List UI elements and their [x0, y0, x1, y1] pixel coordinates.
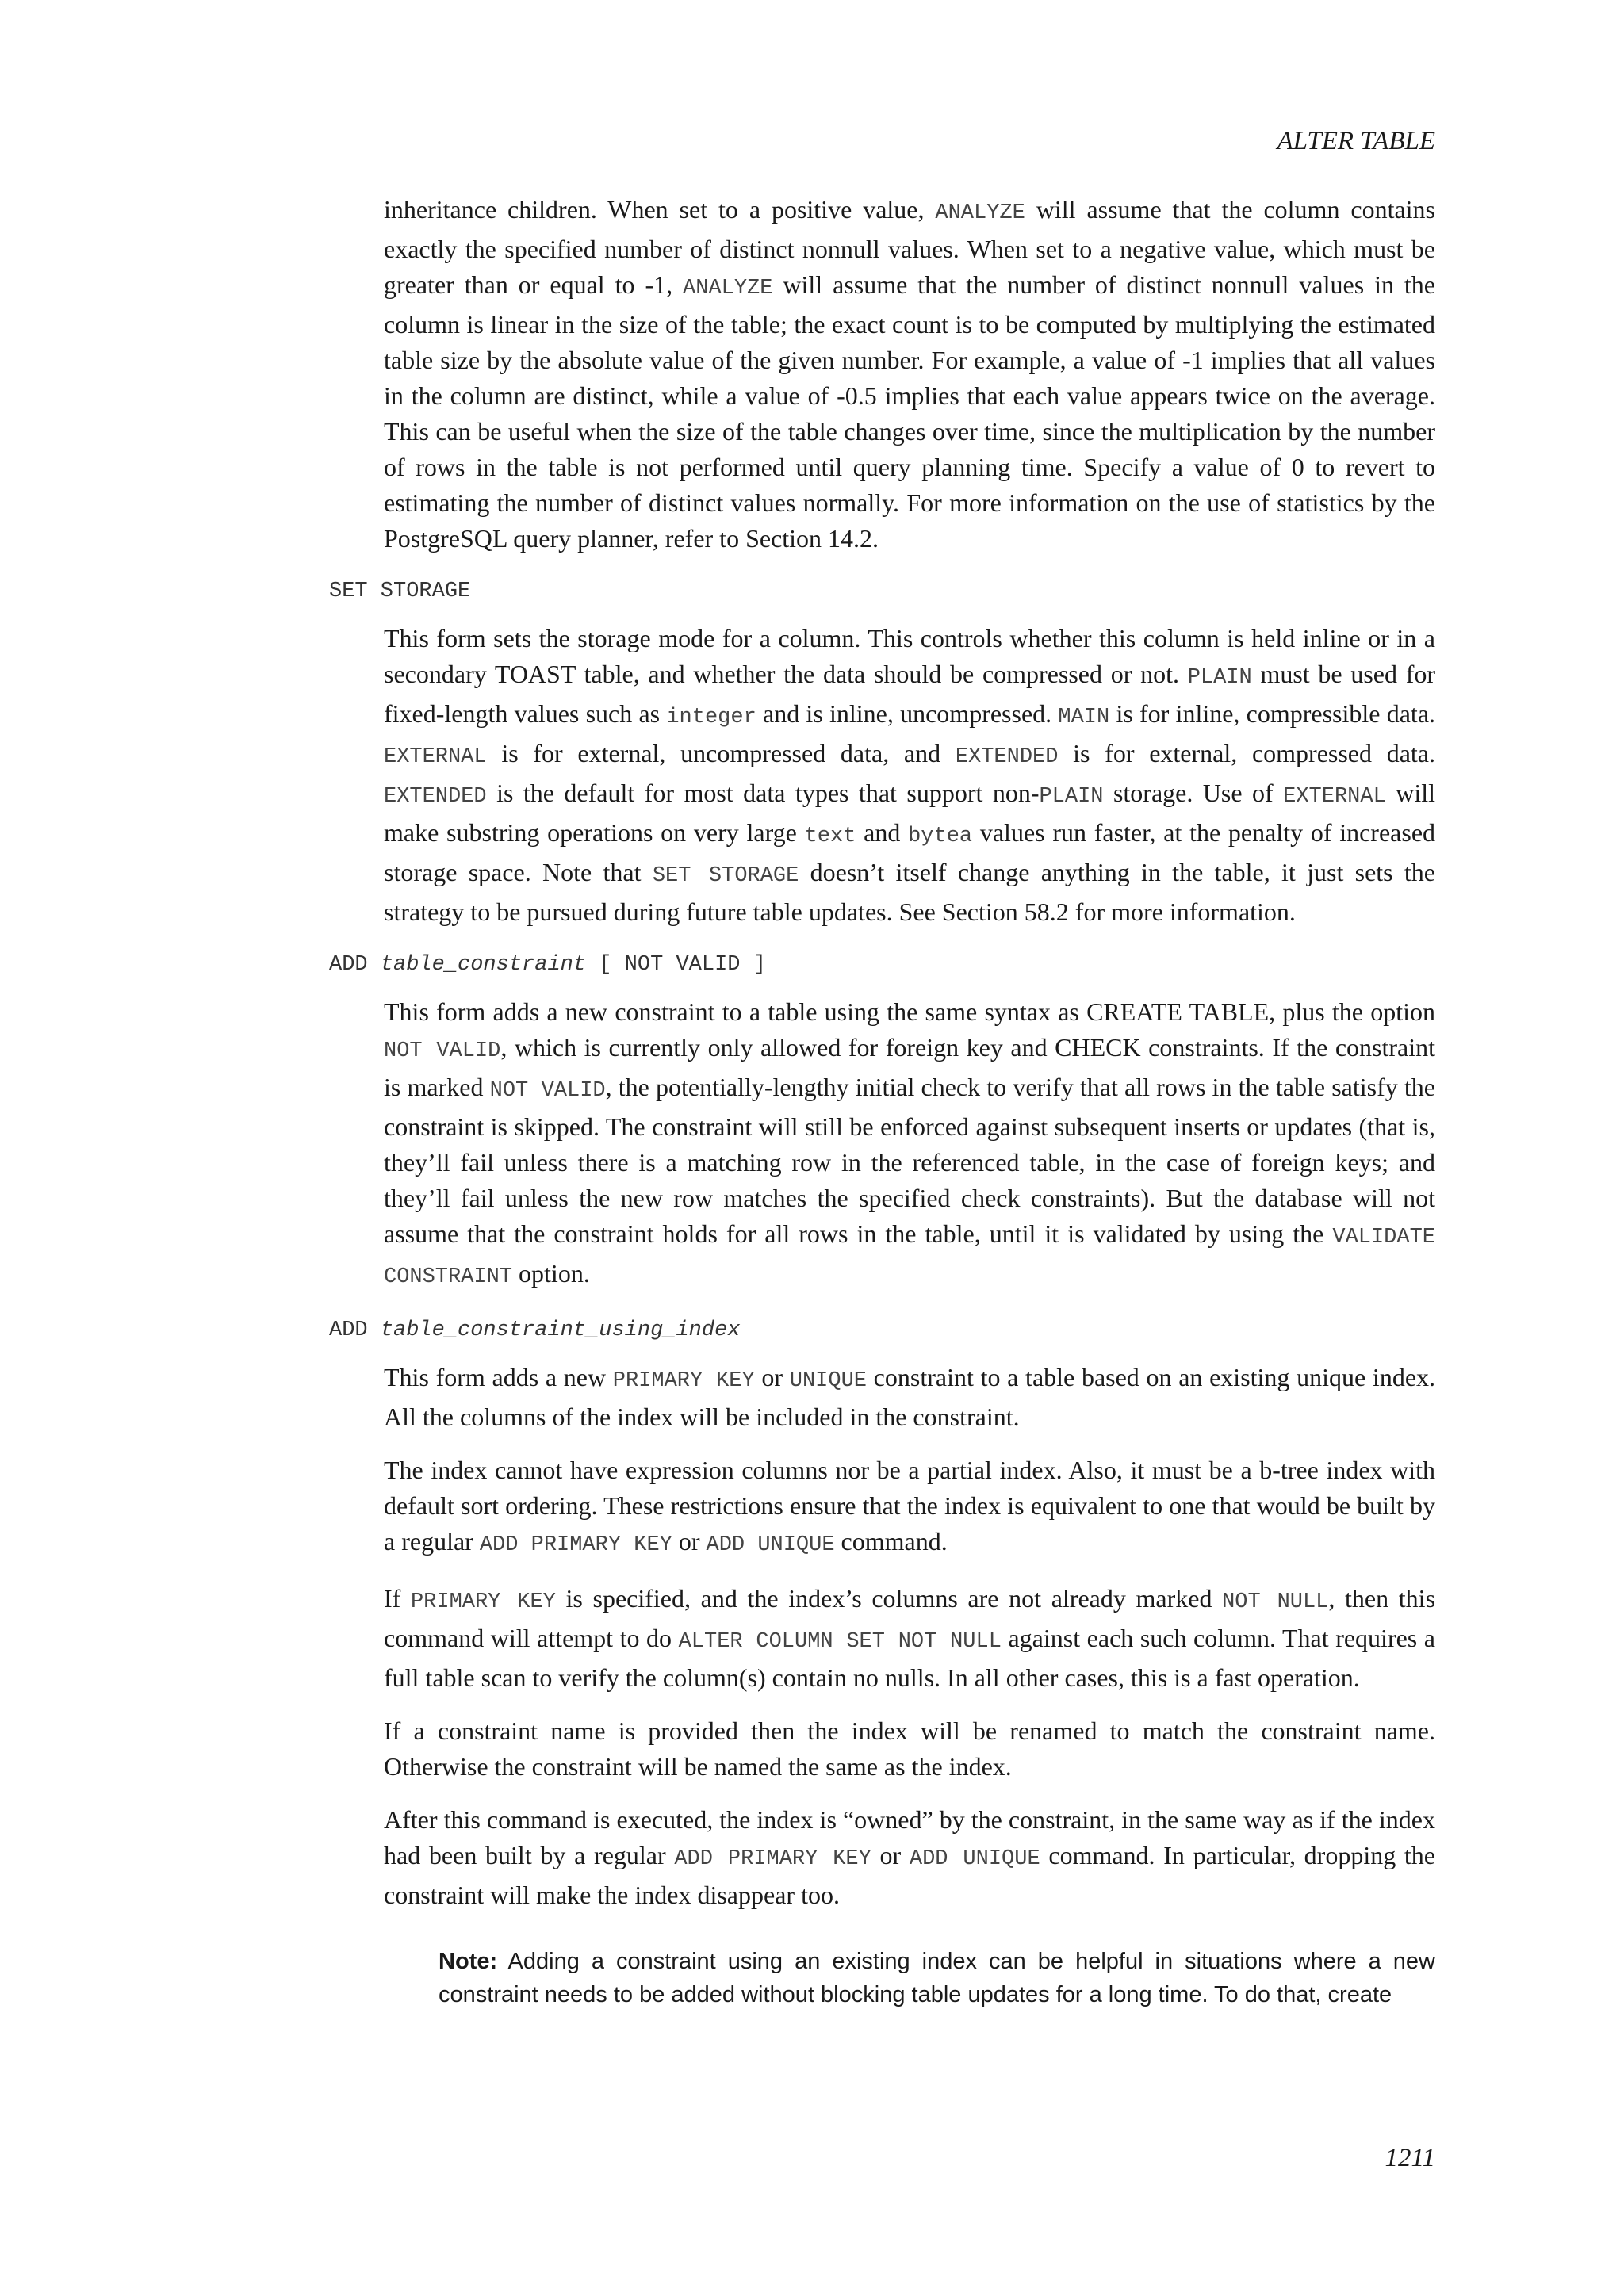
text-run: After this command is executed, the index is “owned” by the constraint, in the same way as if the index had been built by a regular: [384, 1805, 1435, 1869]
using-index-paragraph-5: [384, 1802, 1435, 1913]
inline-code: MAIN: [1058, 706, 1110, 729]
inline-code: ADD UNIQUE: [706, 1533, 835, 1557]
inline-code: SET STORAGE: [652, 864, 799, 888]
inline-code: ADD UNIQUE: [909, 1847, 1040, 1871]
inline-code: EXTENDED: [955, 745, 1059, 769]
text-run: constraint to a table based on an existing unique index. All the columns of the index will be included in the constraint.: [384, 1363, 1436, 1431]
term-rest: [ NOT VALID ]: [586, 953, 766, 977]
inline-code: ADD PRIMARY KEY: [674, 1847, 871, 1871]
inline-code: PRIMARY KEY: [410, 1590, 556, 1614]
running-header: ALTER TABLE: [1277, 127, 1435, 155]
inline-code: NOT VALID: [384, 1039, 501, 1063]
add-constraint-paragraph: [384, 994, 1435, 1295]
text-run: inheritance children. When set to a positive value,: [384, 195, 936, 224]
text-run: against each such column. That requires a full table scan to verify the column(s) contain no nulls. In all other cases, this is a fast operation.: [384, 1624, 1436, 1692]
note-box: [439, 1945, 1435, 2011]
text-run: or: [871, 1841, 910, 1869]
text-run: If: [384, 1584, 411, 1613]
term-add-table-constraint: [329, 947, 1435, 983]
using-index-paragraph-1: [384, 1360, 1435, 1435]
text-run: or: [754, 1363, 790, 1391]
text-run: is for external, uncompressed data, and: [486, 739, 956, 767]
text-run: or: [672, 1527, 707, 1556]
text-run: will make substring operations on very large: [384, 779, 1436, 847]
text-run: storage. Use of: [1103, 779, 1284, 807]
page-content: [329, 192, 1435, 2011]
text-run: values run faster, at the penalty of increased storage space. Note that: [384, 818, 1436, 886]
inline-code: EXTERNAL: [1283, 785, 1386, 809]
inline-code: EXTERNAL: [384, 745, 487, 769]
term-keyword: ADD: [329, 1318, 381, 1342]
text-run: command. In particular, dropping the constraint will make the index disappear too.: [384, 1841, 1436, 1909]
inline-code: ANALYZE: [683, 277, 773, 300]
text-run: , which is currently only allowed for foreign key and CHECK constraints. If the constraint is marked: [384, 1033, 1436, 1101]
inline-code: ALTER COLUMN SET NOT NULL: [678, 1630, 1002, 1654]
using-index-paragraph-2: [384, 1452, 1435, 1563]
inline-code: PRIMARY KEY: [612, 1369, 755, 1393]
term-parameter: table_constraint: [380, 953, 587, 977]
inline-code: VALIDATE CONSTRAINT: [384, 1226, 1435, 1289]
inline-code: PLAIN: [1039, 785, 1104, 809]
using-index-paragraph-3: [384, 1581, 1435, 1696]
inline-code: bytea: [908, 825, 973, 848]
inline-code: ADD PRIMARY KEY: [479, 1533, 672, 1557]
inline-code: integer: [666, 706, 756, 729]
inline-code: PLAIN: [1187, 666, 1252, 690]
text-run: doesn’t itself change anything in the table, it just sets the strategy to be pursued during future table updates. See Section 58.2 for more information.: [384, 858, 1436, 926]
text-run: This form adds a new constraint to a table using the same syntax as CREATE TABLE, plus the option: [384, 997, 1435, 1026]
inline-code: NOT NULL: [1222, 1590, 1329, 1614]
text-run: is for inline, compressible data.: [1109, 699, 1436, 728]
text-run: is the default for most data types that support non-: [486, 779, 1040, 807]
text-run: The index cannot have expression columns nor be a partial index. Also, it must be a b-tree index with default sort ordering. These restrictions ensure that the index is equivalent to one that would be built by a regular: [384, 1456, 1435, 1556]
note-label: Note:: [439, 1949, 498, 1974]
inline-code: ANALYZE: [935, 201, 1025, 225]
term-keyword: ADD: [329, 953, 381, 977]
text-run: This form adds a new: [384, 1363, 613, 1391]
text-run: This form sets the storage mode for a column. This controls whether this column is held inline or in a secondary TOAST table, and whether the data should be compressed or not.: [384, 624, 1435, 688]
note-text: Adding a constraint using an existing index can be helpful in situations where a new constraint needs to be added without blocking table updates for a long time. To do that, create: [439, 1949, 1435, 2007]
set-storage-paragraph: [384, 621, 1435, 930]
inline-code: EXTENDED: [384, 785, 487, 809]
inline-code: UNIQUE: [789, 1369, 867, 1393]
text-run: and: [856, 818, 909, 847]
text-run: and is inline, uncompressed.: [756, 699, 1059, 728]
text-run: is for external, compressed data.: [1058, 739, 1436, 767]
text-run: will assume that the column contains exactly the specified number of distinct nonnull values. When set to a negative value, which must be greater than or equal to -1,: [384, 195, 1436, 299]
text-run: is specified, and the index’s columns are not already marked: [555, 1584, 1223, 1613]
text-run: option.: [512, 1259, 590, 1288]
term-add-table-constraint-using-index: [329, 1313, 1435, 1349]
intro-paragraph: [384, 192, 1435, 557]
term-set-storage: SET STORAGE: [329, 580, 471, 603]
text-run: If a constraint name is provided then the index will be renamed to match the constraint name. Otherwise the constraint will be named the same as the index.: [384, 1716, 1435, 1781]
text-run: , then this command will attempt to do: [384, 1584, 1436, 1652]
using-index-paragraph-4: [384, 1713, 1435, 1785]
term-parameter: table_constraint_using_index: [380, 1318, 741, 1342]
page-number: 1211: [1385, 2144, 1435, 2172]
text-run: , the potentially-lengthy initial check to verify that all rows in the table satisfy the constraint is skipped. The constraint will still be enforced against subsequent inserts or updates (that is, they’ll fail unless there is a matching row in the referenced table, in the case of foreign keys; and they’ll fail unless the new row matches the specified check constraints). But the database will not assume that the constraint holds for all rows in the table, until it is validated by using the: [384, 1073, 1436, 1248]
inline-code: text: [804, 825, 856, 848]
inline-code: NOT VALID: [489, 1079, 606, 1103]
text-run: will assume that the number of distinct nonnull values in the column is linear in the size of the table; the exact count is to be computed by multiplying the estimated table size by the absolute value of the given number. For example, a value of -1 implies that all values in the column are distinct, while a value of -0.5 implies that each value appears twice on the average. This can be useful when the size of the table changes over time, since the multiplication by the number of rows in the table is not performed until query planning time. Specify a value of 0 to revert to estimating the number of distinct values normally. For more information on the use of statistics by the PostgreSQL query planner, refer to Section 14.2.: [384, 270, 1436, 553]
text-run: command.: [834, 1527, 948, 1556]
text-run: must be used for fixed-length values such as: [384, 660, 1436, 728]
